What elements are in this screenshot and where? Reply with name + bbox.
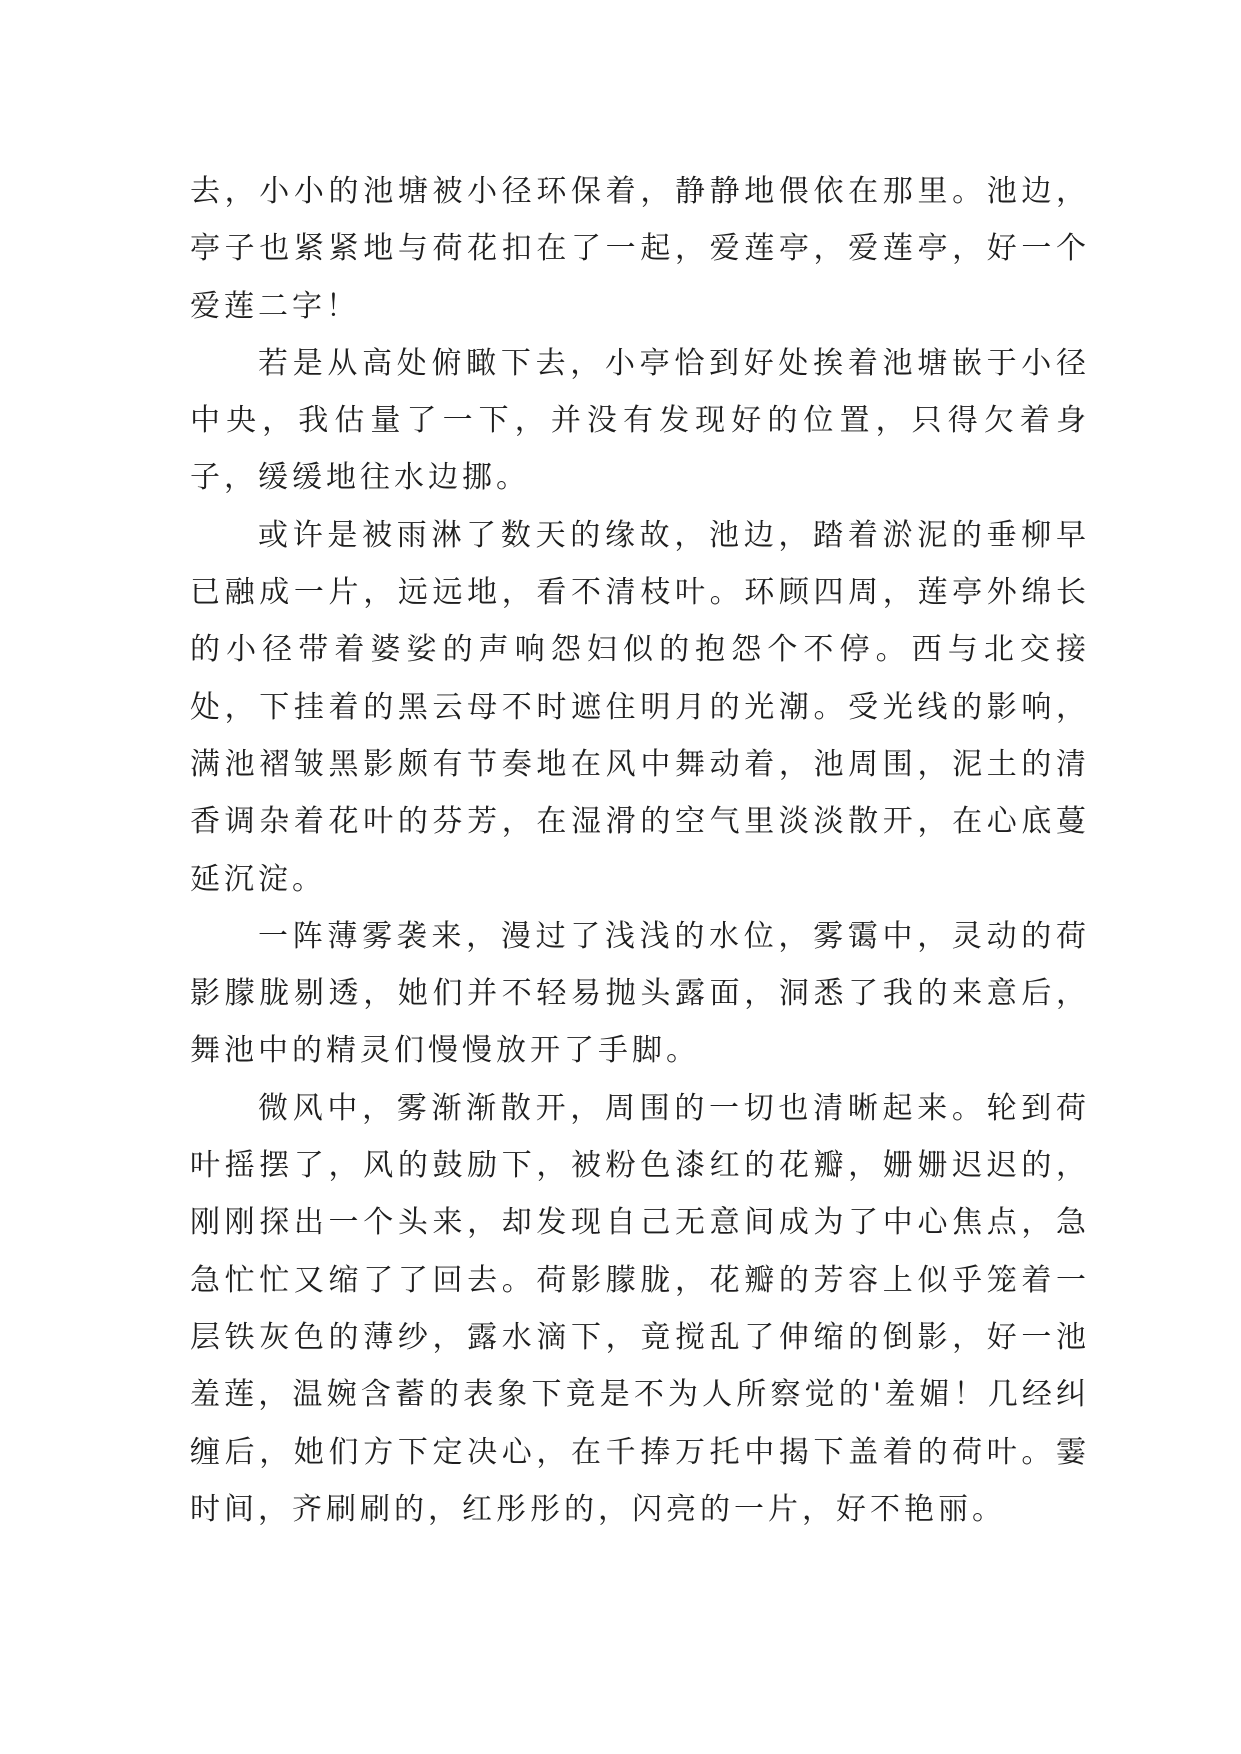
paragraph-3: 或许是被雨淋了数天的缘故，池边，踏着淤泥的垂柳早已融成一片，远远地，看不清枝叶。环顾四周，莲亭外绵长的小径带着婆娑的声响怨妇似的抱怨个不停。西与北交接处，下挂着的黑云母不时遮住明月的光潮。受光线的影响，满池褶皱黑影颇有节奏地在风中舞动着，池周围，泥土的清香调杂着花叶的芬芳，在湿滑的空气里淡淡散开，在心底蔓延沉淀。: [190, 517, 1090, 897]
paragraph-2: 若是从高处俯瞰下去，小亭恰到好处挨着池塘嵌于小径中央，我估量了一下，并没有发现好的位置，只得欠着身子，缓缓地往水边挪。: [190, 345, 1090, 496]
paragraph-5: 微风中，雾渐渐散开，周围的一切也清晰起来。轮到荷叶摇摆了，风的鼓励下，被粉色漆红的花瓣，姗姗迟迟的，刚刚探出一个头来，却发现自己无意间成为了中心焦点，急急忙忙又缩了了回去。荷影朦胧，花瓣的芳容上似乎笼着一层铁灰色的薄纱，露水滴下，竟搅乱了伸缩的倒影，好一池羞莲，温婉含蓄的表象下竟是不为人所察觉的'羞媚！几经纠缠后，她们方下定决心，在千捧万托中揭下盖着的荷叶。霎时间，齐刷刷的，红彤彤的，闪亮的一片，好不艳丽。: [190, 1090, 1090, 1527]
paragraph-1: 去，小小的池塘被小径环保着，静静地偎依在那里。池边，亭子也紧紧地与荷花扣在了一起，爱莲亭，爱莲亭，好一个爱莲二字！: [190, 174, 1090, 324]
paragraph-4: 一阵薄雾袭来，漫过了浅浅的水位，雾霭中，灵动的荷影朦胧剔透，她们并不轻易抛头露面，洞悉了我的来意后，舞池中的精灵们慢慢放开了手脚。: [190, 918, 1090, 1069]
document-body: [190, 163, 1090, 1538]
